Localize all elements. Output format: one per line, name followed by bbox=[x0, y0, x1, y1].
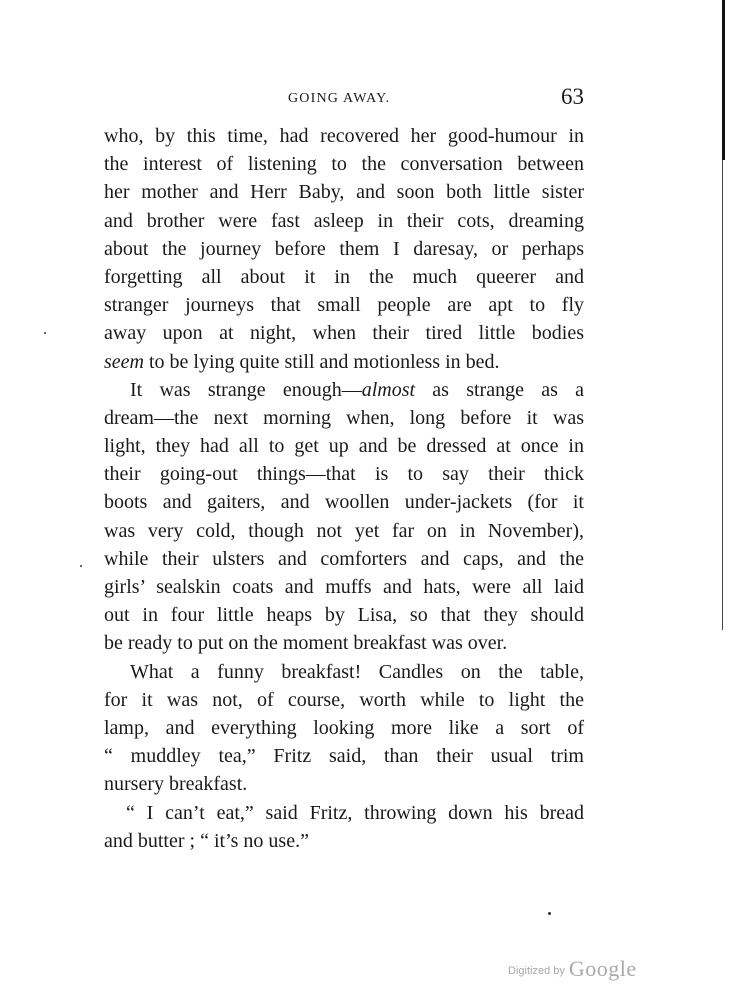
text-run: It was strange enough— bbox=[130, 378, 362, 401]
scan-speck bbox=[44, 332, 46, 334]
google-logo: Google bbox=[568, 956, 637, 981]
text-line: her mother and Herr Baby, and soon both little sister bbox=[104, 181, 584, 204]
text-line: was very cold, though not yet far on in November), bbox=[104, 519, 584, 542]
page-number: 63 bbox=[561, 84, 584, 109]
text-line: be ready to put on the moment breakfast was over. bbox=[104, 632, 508, 655]
scan-speck bbox=[548, 912, 551, 915]
text-line: about the journey before them I daresay, or perhaps bbox=[104, 237, 584, 260]
text-line: and butter ; “ it’s no use.” bbox=[104, 829, 309, 852]
text-line: boots and gaiters, and woollen under-jackets (for it bbox=[104, 491, 584, 514]
text-line: nursery breakfast. bbox=[104, 773, 248, 796]
text-line: the interest of listening to the conversation between bbox=[104, 153, 584, 176]
text-line: their going-out things—that is to say their thick bbox=[104, 463, 584, 486]
running-head: GOING AWAY. bbox=[288, 91, 391, 106]
text-line: out in four little heaps by Lisa, so that they should bbox=[104, 604, 584, 627]
paragraph-first-line: What a funny breakfast! Candles on the table, bbox=[130, 660, 584, 683]
page-header bbox=[104, 84, 584, 114]
text-line: girls’ sealskin coats and muffs and hats, were all laid bbox=[104, 576, 584, 598]
text-line: forgetting all about it in the much queerer and bbox=[104, 265, 584, 288]
paragraph-first-line: “ I can’t eat,” said Fritz, throwing down his bread bbox=[126, 801, 584, 824]
digitized-watermark bbox=[508, 956, 637, 982]
scan-speck bbox=[80, 565, 82, 567]
text-line: while their ulsters and comforters and caps, and the bbox=[104, 547, 584, 570]
paragraph-first-line bbox=[104, 376, 584, 404]
text-line: stranger journeys that small people are apt to fly bbox=[104, 294, 584, 317]
watermark-caption: Digitized by bbox=[508, 965, 565, 977]
emphasis: almost bbox=[361, 378, 416, 401]
text-line: dream—the next morning when, long before it was bbox=[104, 406, 584, 429]
page-edge-line bbox=[722, 160, 723, 630]
text-line: for it was not, of course, worth while to light the bbox=[104, 688, 584, 711]
text-line: who, by this time, had recovered her good-humour in bbox=[104, 125, 584, 147]
body-text bbox=[104, 122, 584, 855]
text-line bbox=[104, 348, 584, 376]
text-line: light, they had all to get up and be dressed at once in bbox=[104, 435, 584, 458]
text-line: away upon at night, when their tired little bodies bbox=[104, 322, 584, 345]
text-line: “ muddley tea,” Fritz said, than their usual trim bbox=[104, 745, 584, 768]
text-line: and brother were fast asleep in their cots, dreaming bbox=[104, 209, 584, 232]
page-edge-shadow bbox=[722, 0, 725, 160]
text-run: to be lying quite still and motionless in bed. bbox=[143, 350, 500, 373]
emphasis: seem bbox=[104, 350, 144, 373]
text-run: as strange as a bbox=[415, 378, 584, 401]
text-line: lamp, and everything looking more like a sort of bbox=[104, 716, 584, 739]
